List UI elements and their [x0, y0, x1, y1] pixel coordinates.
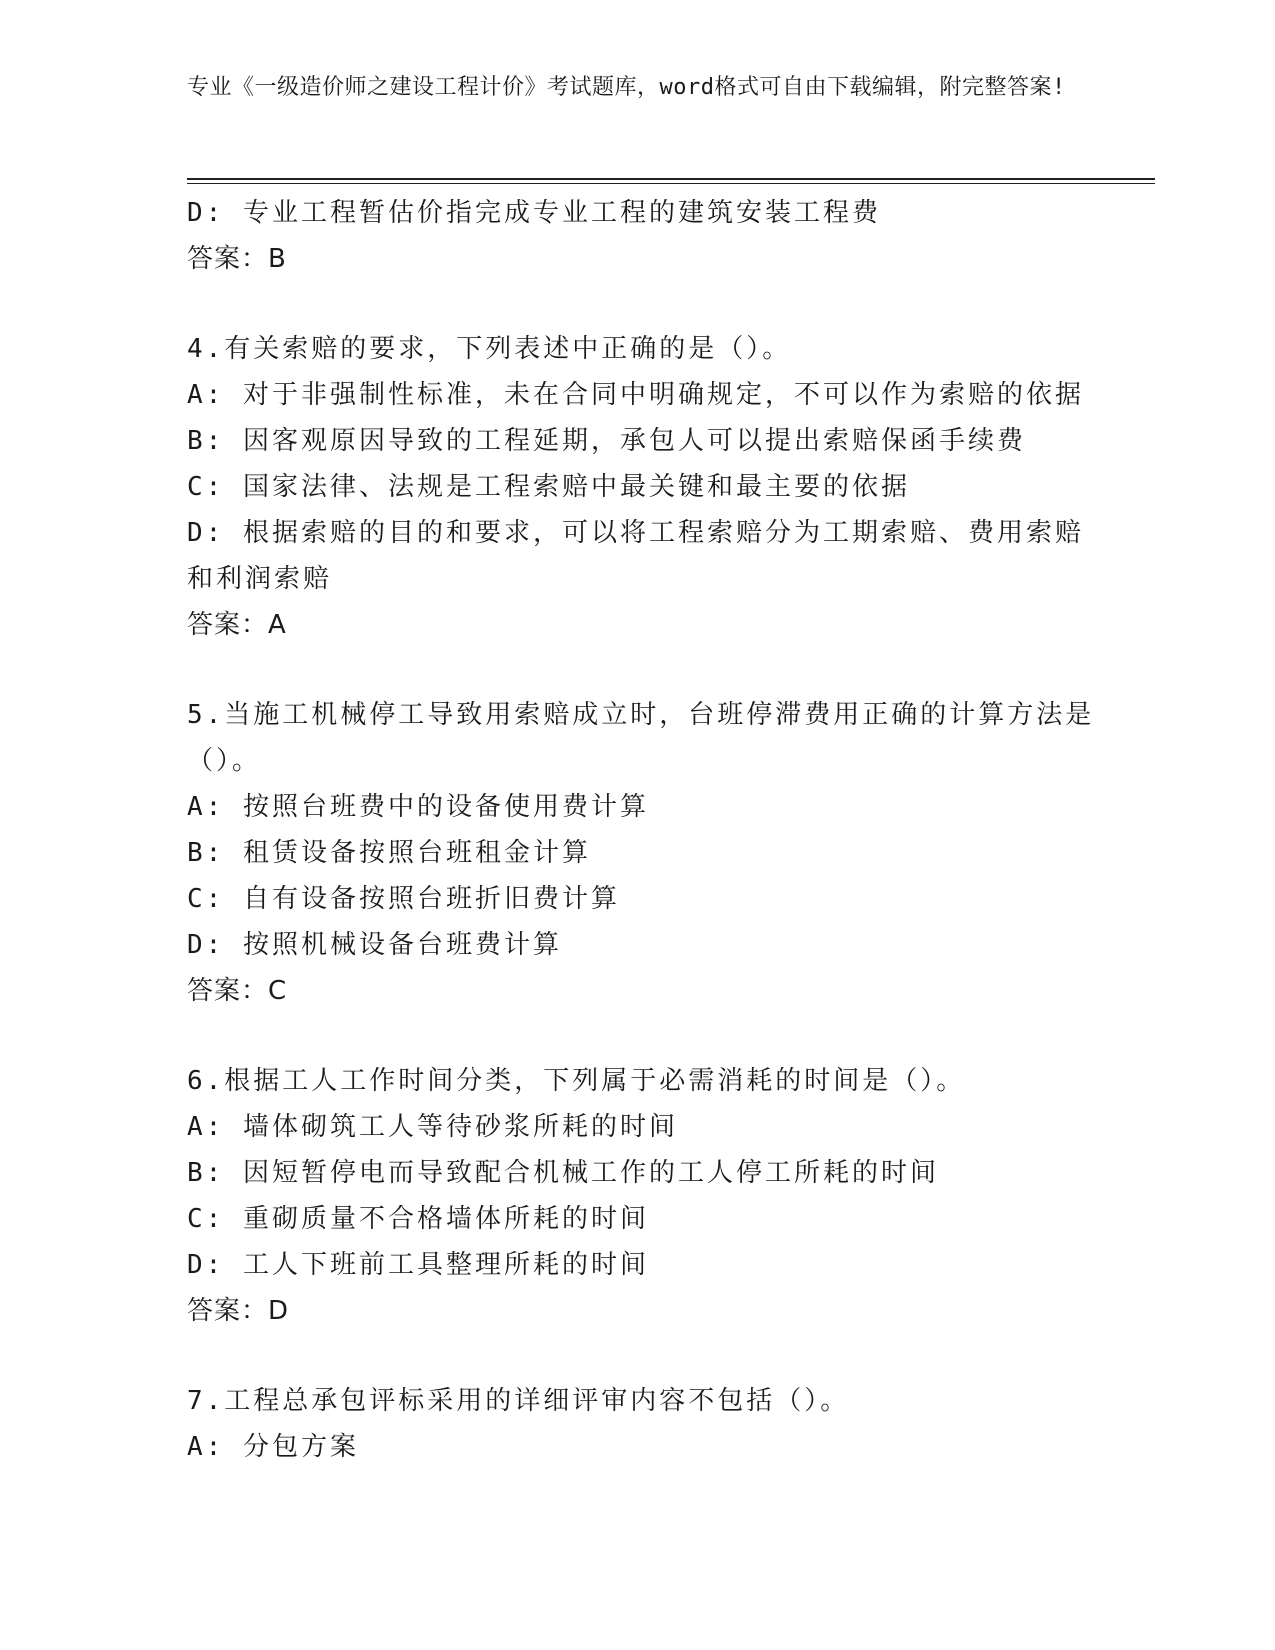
question-5	[187, 692, 1107, 1014]
question-4	[187, 326, 1107, 648]
option-d-continued: D: 专业工程暂估价指完成专业工程的建筑安装工程费	[187, 198, 881, 228]
option-b: B: 租赁设备按照台班租金计算	[187, 838, 591, 868]
question-6	[187, 1058, 1107, 1334]
option-c: C: 重砌质量不合格墙体所耗的时间	[187, 1204, 649, 1234]
option-d: D: 根据索赔的目的和要求，可以将工程索赔分为工期索赔、费用索赔和利润索赔	[187, 518, 1084, 594]
question-stem: 5.当施工机械停工导致用索赔成立时，台班停滞费用正确的计算方法是（）。	[187, 700, 1095, 776]
answer: 答案：A	[187, 610, 287, 640]
option-b: B: 因短暂停电而导致配合机械工作的工人停工所耗的时间	[187, 1158, 939, 1188]
header-divider-thin	[187, 183, 1155, 184]
header-divider-thick	[187, 178, 1155, 180]
question-7	[187, 1378, 1107, 1470]
spacer	[187, 1334, 1107, 1378]
question-stem: 7.工程总承包评标采用的详细评审内容不包括（）。	[187, 1386, 850, 1416]
option-d: D: 工人下班前工具整理所耗的时间	[187, 1250, 649, 1280]
option-c: C: 自有设备按照台班折旧费计算	[187, 884, 620, 914]
option-a: A: 墙体砌筑工人等待砂浆所耗的时间	[187, 1112, 678, 1142]
page-header: 专业《一级造价师之建设工程计价》考试题库，word格式可自由下载编辑，附完整答案!	[187, 75, 1066, 100]
question-stem: 4.有关索赔的要求，下列表述中正确的是（）。	[187, 334, 792, 364]
option-c: C: 国家法律、法规是工程索赔中最关键和最主要的依据	[187, 472, 910, 502]
answer-q3: 答案：B	[187, 244, 287, 274]
question-stem: 6.根据工人工作时间分类，下列属于必需消耗的时间是（）。	[187, 1066, 966, 1096]
spacer	[187, 282, 1107, 326]
option-a: A: 按照台班费中的设备使用费计算	[187, 792, 649, 822]
spacer	[187, 1014, 1107, 1058]
answer: 答案：C	[187, 976, 288, 1006]
option-b: B: 因客观原因导致的工程延期，承包人可以提出索赔保函手续费	[187, 426, 1026, 456]
option-d: D: 按照机械设备台班费计算	[187, 930, 562, 960]
option-a: A: 分包方案	[187, 1432, 359, 1462]
option-a: A: 对于非强制性标准，未在合同中明确规定，不可以作为索赔的依据	[187, 380, 1084, 410]
question-content	[187, 190, 1107, 1470]
spacer	[187, 648, 1107, 692]
answer: 答案：D	[187, 1296, 290, 1326]
